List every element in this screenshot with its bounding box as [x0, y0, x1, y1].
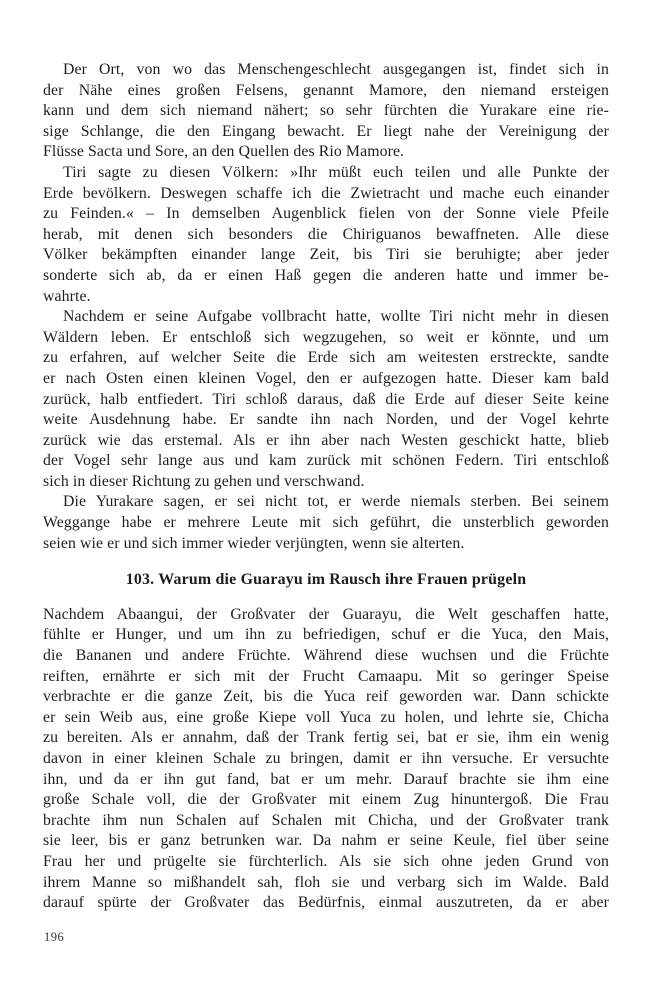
text-line: seien wie er und sich immer wieder verjüngten, wenn sie alterten. [43, 534, 465, 552]
text-line: Völker bekämpften einander lange Zeit, bis Tiri sie beruhigte; aber jeder [43, 246, 609, 264]
text-line: darauf spürte der Großvater das Bedürfnis, einmal auszutreten, da er aber [43, 894, 609, 912]
text-line: Nachdem Abaangui, der Großvater der Guarayu, die Welt geschaffen hatte, [43, 605, 609, 623]
text-line: kann und dem sich niemand nähert; so sehr fürchten die Yurakare eine rie- [43, 102, 609, 120]
text-line: sie leer, bis er ganz betrunken war. Da nahm er seine Keule, fiel über seine [43, 832, 609, 850]
paragraph-origin-of-mankind [43, 60, 609, 163]
text-line: Weggange habe er mehrere Leute mit sich geführt, die unsterblich geworden [43, 514, 609, 532]
text-line: Wäldern leben. Er entschloß sich wegzugehen, so weit er könnte, und um [43, 328, 609, 346]
paragraph-abaangui-story [43, 605, 609, 914]
text-line: ihn, und da er ihn gut fand, bat er um mehr. Darauf brachte sie ihm eine [43, 770, 609, 788]
text-line: der Nähe eines großen Felsens, genannt Mamore, den niemand ersteigen [43, 81, 609, 99]
paragraph-yurakare-belief [43, 492, 609, 554]
paragraph-tiri-birds [43, 307, 609, 492]
text-line: wahrte. [43, 287, 91, 305]
text-line: sich in dieser Richtung zu gehen und verschwand. [43, 472, 365, 490]
text-line: er sein Weib aus, eine große Kiepe voll Yuca zu holen, und lehrte sie, Chicha [43, 708, 609, 726]
text-line: Der Ort, von wo das Menschengeschlecht ausgegangen ist, findet sich in [63, 61, 609, 78]
text-line: davon in einer kleinen Schale zu bringen, damit er ihn versuche. Er versuchte [43, 750, 609, 767]
text-line: Die Yurakare sagen, er sei nicht tot, er werde niemals sterben. Bei seinem [63, 493, 609, 511]
text-line: herab, mit denen sich besonders die Chiriguanos bewaffneten. Alle diese [43, 225, 609, 243]
text-block [43, 60, 609, 914]
text-line: sonderte sich ab, da er einen Haß gegen die anderen hatte und immer be- [43, 266, 609, 284]
text-line: zu erfahren, auf welcher Seite die Erde sich am weitesten erstreckte, sandte [43, 349, 609, 367]
text-line: fühlte er Hunger, und um ihn zu befriedigen, schuf er die Yuca, den Mais, [43, 626, 609, 644]
text-line: zurück, halb entfiedert. Tiri schloß daraus, daß die Erde auf dieser Seite keine [43, 390, 609, 408]
paragraph-tiri-speech [43, 163, 609, 307]
text-line: zu Feinden.« – In demselben Augenblick fielen von der Sonne viele Pfeile [43, 205, 609, 223]
text-line: Frau her und prügelte sie fürchterlich. Als sie sich ohne jeden Grund von [43, 852, 609, 870]
text-line: reiften, ernährte er sich mit der Frucht Camaapu. Mit so geringer Speise [43, 667, 609, 685]
text-line: brachte ihm nun Schalen auf Schalen mit Chicha, und der Großvater trank [43, 811, 609, 829]
text-line: Erde bevölkern. Deswegen schaffe ich die Zwietracht und mache euch einander [43, 184, 609, 202]
section-heading: 103. Warum die Guarayu im Rausch ihre Frauen prügeln [125, 571, 527, 589]
text-line: verbrachte er die ganze Zeit, bis die Yuca reif geworden war. Dann schickte [43, 688, 609, 706]
text-line: zurück wie das erstemal. Als er ihn aber nach Westen geschickt hatte, blieb [43, 431, 609, 449]
text-line: die Bananen und andere Früchte. Während diese wuchsen und die Früchte [43, 647, 609, 665]
text-line: ihrem Manne so mißhandelt sah, floh sie und verbarg sich im Walde. Bald [43, 873, 609, 891]
text-line: Tiri sagte zu diesen Völkern: »Ihr müßt euch teilen und alle Punkte der [63, 163, 609, 181]
text-line: er nach Osten einen kleinen Vogel, den er aufgezogen hatte. Dieser kam bald [43, 369, 609, 387]
text-line: der Vogel sehr lange aus und kam zurück mit schönen Federn. Tiri entschloß [43, 452, 609, 470]
text-line: Nachdem er seine Aufgabe vollbracht hatte, wollte Tiri nicht mehr in diesen [63, 308, 609, 326]
text-line: weite Ausdehnung habe. Er sandte ihn nach Norden, und der Vogel kehrte [43, 411, 609, 429]
text-line: große Schale voll, die der Großvater mit einem Zug hinuntergoß. Die Frau [43, 791, 609, 809]
text-line: Flüsse Sacta und Sore, an den Quellen des Rio Mamore. [43, 143, 405, 161]
text-line: zu bereiten. Als er annahm, daß der Trank fertig sei, bat er sie, ihm ein wenig [43, 729, 609, 747]
page-number: 196 [44, 930, 65, 944]
text-line: sige Schlange, die den Eingang bewacht. Er liegt nahe der Vereinigung der [43, 122, 609, 140]
